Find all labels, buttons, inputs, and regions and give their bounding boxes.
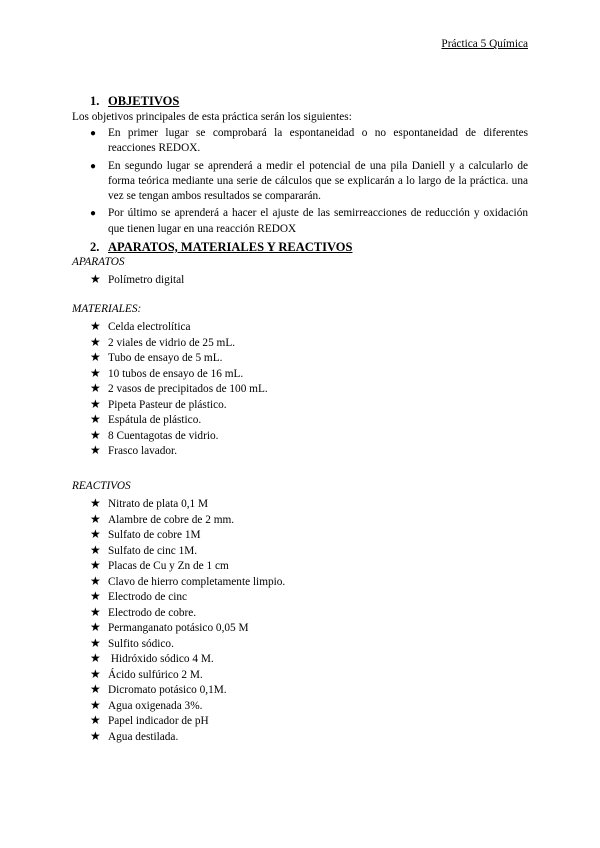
star-icon: ★ <box>90 511 101 526</box>
star-icon: ★ <box>90 381 101 395</box>
reactivos-list <box>90 496 285 744</box>
star-icon: ★ <box>90 443 101 457</box>
list-item: ★ Papel indicador de pH <box>90 713 209 727</box>
star-icon: ★ <box>90 635 101 650</box>
star-icon: ★ <box>90 542 101 557</box>
list-item: ★ Sulfito sódico. <box>90 635 174 650</box>
subheading-reactivos: REACTIVOS <box>72 480 131 492</box>
star-icon: ★ <box>90 496 101 510</box>
star-icon: ★ <box>90 350 101 364</box>
aparatos-list <box>90 272 184 288</box>
section-heading-objetivos <box>90 94 179 109</box>
objectives-intro: Los objetivos principales de esta práctica serán los siguientes: <box>72 111 352 123</box>
star-icon: ★ <box>90 412 101 426</box>
star-icon: ★ <box>90 319 101 333</box>
star-icon: ★ <box>90 666 101 681</box>
list-item: ★ Sulfato de cinc 1M. <box>90 542 198 557</box>
list-item: ★ Dicromato potásico 0,1M. <box>90 682 227 696</box>
objectives-list <box>72 126 528 237</box>
star-icon: ★ <box>90 728 101 743</box>
materiales-list <box>90 319 268 459</box>
section-title: APARATOS, MATERIALES Y REACTIVOS <box>108 240 353 254</box>
list-item: ★ Sulfato de cobre 1M <box>90 527 201 541</box>
list-item: ★ 10 tubos de ensayo de 16 mL. <box>90 365 244 380</box>
star-icon: ★ <box>90 427 101 442</box>
list-item: ● Por último se aprenderá a hacer el ajuste de las semirreacciones de reducción y oxidación que tienen lugar en una reacción REDOX <box>90 207 528 235</box>
star-icon: ★ <box>90 604 101 619</box>
list-item: ★ Frasco lavador. <box>90 443 178 457</box>
bullet-icon: ● <box>90 128 97 139</box>
list-item: ★ Tubo de ensayo de 5 mL. <box>90 350 223 364</box>
list-item: ★ Celda electrolítica <box>90 319 191 333</box>
list-item: ★ Polímetro digital <box>90 272 185 286</box>
section-heading-aparatos <box>90 240 352 255</box>
list-item: ★ Agua destilada. <box>90 728 179 743</box>
list-item: ★ Alambre de cobre de 2 mm. <box>90 511 235 526</box>
star-icon: ★ <box>90 697 101 712</box>
list-item: ★ 2 vasos de precipitados de 100 mL. <box>90 381 268 395</box>
page-header: Práctica 5 Química <box>441 38 528 50</box>
list-item: ★ Pipeta Pasteur de plástico. <box>90 396 227 411</box>
star-icon: ★ <box>90 682 101 696</box>
star-icon: ★ <box>90 713 101 727</box>
star-icon: ★ <box>90 272 101 286</box>
list-item: ★ Agua oxigenada 3%. <box>90 697 203 712</box>
list-item: ★ Hidróxido sódico 4 M. <box>90 651 214 665</box>
list-item: ● En segundo lugar se aprenderá a medir el potencial de una pila Daniell y a calcularlo de forma teórica mediante una serie de cálculos que se explicarán a lo largo de la práctica. una vez se tengan ambos resultados se compararán. <box>90 159 528 203</box>
list-item: ★ Ácido sulfúrico 2 M. <box>90 666 203 681</box>
star-icon: ★ <box>90 334 101 349</box>
list-item: ★ 2 viales de vidrio de 25 mL. <box>90 334 236 349</box>
list-item: ★ Permanganato potásico 0,05 M <box>90 620 249 634</box>
subheading-aparatos: APARATOS <box>72 256 125 268</box>
list-item: ● En primer lugar se comprobará la espontaneidad o no espontaneidad de diferentes reacciones REDOX. <box>90 127 528 155</box>
star-icon: ★ <box>90 527 101 541</box>
bullet-icon: ● <box>90 208 97 220</box>
star-icon: ★ <box>90 396 101 411</box>
star-icon: ★ <box>90 651 101 665</box>
list-item: ★ Electrodo de cinc <box>90 589 188 603</box>
list-item: ★ Nitrato de plata 0,1 M <box>90 496 209 510</box>
list-item: ★ Espátula de plástico. <box>90 412 202 426</box>
list-item: ★ 8 Cuentagotas de vidrio. <box>90 427 219 442</box>
star-icon: ★ <box>90 365 101 380</box>
list-item: ★ Electrodo de cobre. <box>90 604 197 619</box>
list-item: ★ Placas de Cu y Zn de 1 cm <box>90 558 229 572</box>
subheading-materiales: MATERIALES: <box>72 303 142 315</box>
section-title: OBJETIVOS <box>108 94 180 108</box>
section-number: 2. <box>90 240 100 254</box>
section-number: 1. <box>90 94 100 108</box>
bullet-icon: ● <box>90 160 97 172</box>
star-icon: ★ <box>90 573 101 588</box>
star-icon: ★ <box>90 620 101 634</box>
star-icon: ★ <box>90 558 101 572</box>
list-item: ★ Clavo de hierro completamente limpio. <box>90 573 286 588</box>
star-icon: ★ <box>90 589 101 603</box>
